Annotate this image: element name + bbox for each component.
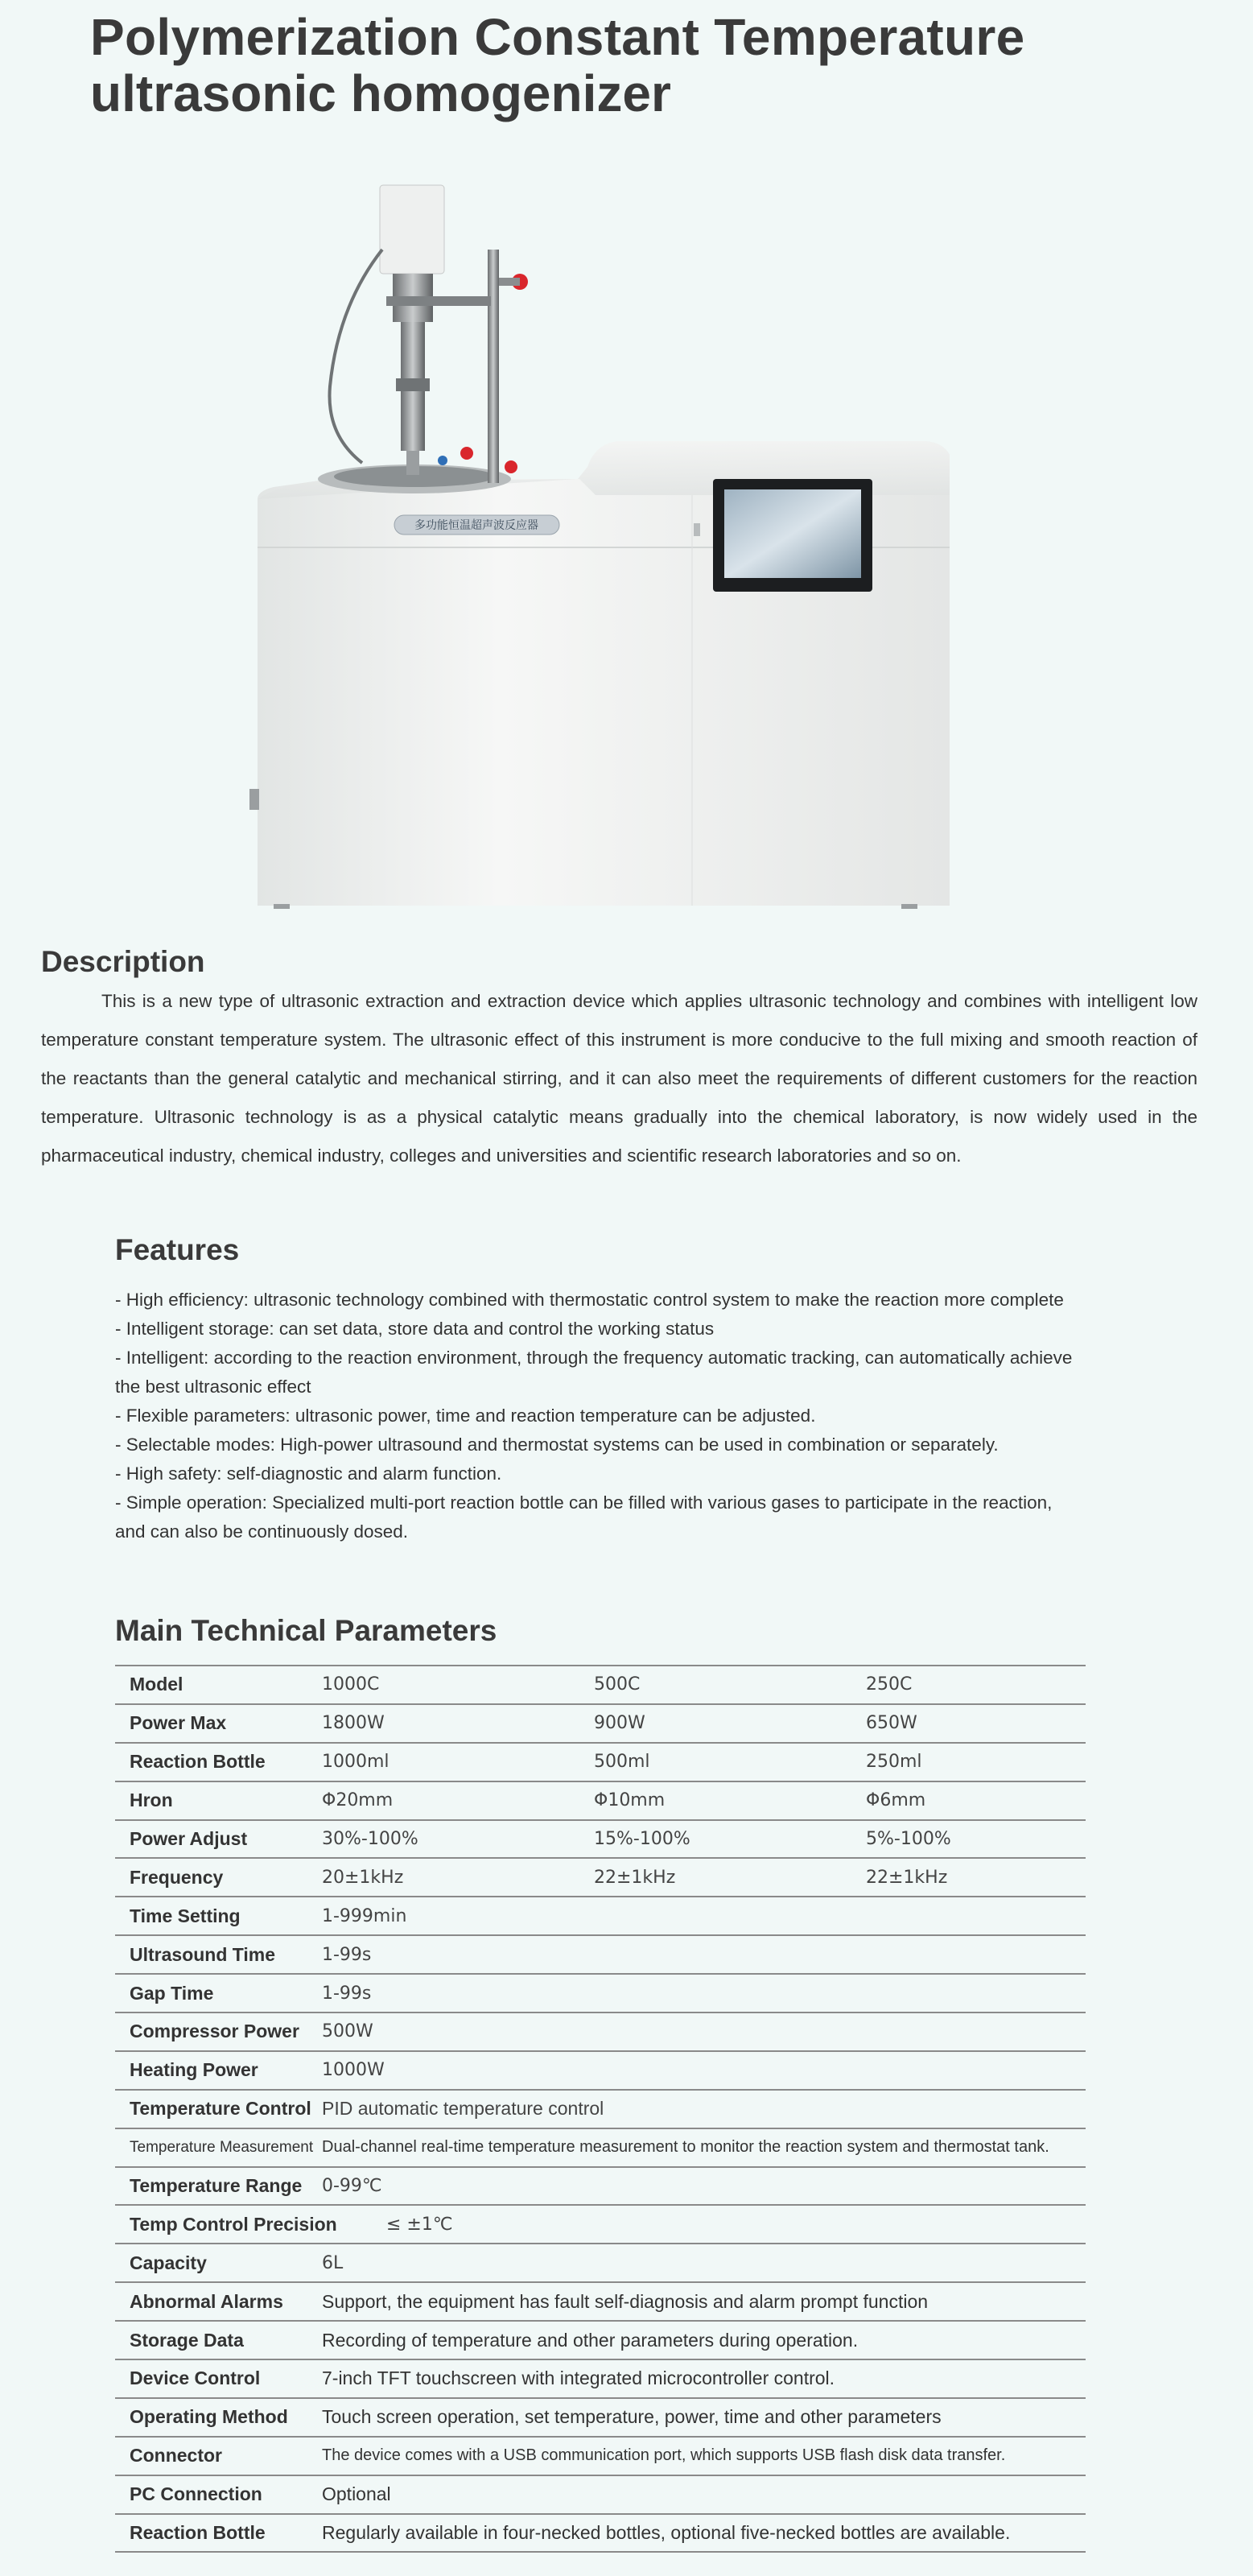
features-list xyxy=(115,1286,1081,1546)
param-value: Φ6mm xyxy=(866,1790,926,1811)
table-row xyxy=(115,2167,1086,2206)
param-value: 0-99℃ xyxy=(322,2176,382,2197)
param-value: 900W xyxy=(594,1713,645,1734)
table-row xyxy=(115,2013,1086,2051)
description-text: This is a new type of ultrasonic extraction and extraction device which applies ultrasonic technology and combines with intelligent low temperature constant temperature system. The ultrasonic effect of this instrument is more conducive to the full mixing and smooth reaction of the reactants than the general catalytic and mechanical stirring, and it can also meet the requirements of different customers for the reaction temperature. Ultrasonic technology is as a physical catalytic means gradually into the chemical laboratory, is now widely used in the pharmaceutical industry, chemical industry, colleges and universities and scientific research laboratories and so on. xyxy=(41,991,1197,1166)
param-value: 1800W xyxy=(322,1713,385,1734)
param-value: 500ml xyxy=(594,1752,650,1773)
panel-label: 多功能恒温超声波反应器 xyxy=(414,519,538,532)
page-subtitle: ultrasonic homogenizer xyxy=(90,64,671,122)
table-row xyxy=(115,2090,1086,2128)
param-label: Temperature Range xyxy=(130,2175,303,2197)
param-value: Dual-channel real-time temperature measurement to monitor the reaction system and thermostat tank. xyxy=(322,2138,1049,2157)
param-label: Temp Control Precision xyxy=(130,2213,337,2235)
table-row xyxy=(115,2205,1086,2244)
param-value: 1-99s xyxy=(322,1983,372,2004)
product-image xyxy=(241,177,982,918)
param-value: Touch screen operation, set temperature, power, time and other parameters xyxy=(322,2406,942,2428)
table-row xyxy=(115,2244,1086,2282)
param-value: 7-inch TFT touchscreen with integrated microcontroller control. xyxy=(322,2368,835,2389)
param-label: Model xyxy=(130,1674,183,1695)
param-label: Storage Data xyxy=(130,2329,244,2351)
param-value: ≤ ±1℃ xyxy=(386,2214,453,2235)
param-label: Power Max xyxy=(130,1712,227,1734)
param-label: Capacity xyxy=(130,2252,207,2273)
table-row xyxy=(115,2051,1086,2090)
feature-item: - High efficiency: ultrasonic technology combined with thermostatic control system to make the reaction more complete xyxy=(115,1290,1064,1310)
param-value: 650W xyxy=(866,1713,917,1734)
param-label: Operating Method xyxy=(130,2406,288,2428)
param-label: Power Adjust xyxy=(130,1828,248,1849)
param-value: Φ10mm xyxy=(594,1790,666,1811)
param-value: Regularly available in four-necked bottles, optional five-necked bottles are available. xyxy=(322,2522,1011,2544)
table-row xyxy=(115,1820,1086,1859)
table-row xyxy=(115,2437,1086,2475)
param-label: Frequency xyxy=(130,1866,224,1888)
feature-item: - Intelligent: according to the reaction environment, through the frequency automatic tracking, can automatically achieve the best ultrasonic effect xyxy=(115,1348,1073,1397)
param-value: Optional xyxy=(322,2483,391,2505)
table-row xyxy=(115,1666,1086,1704)
page-title: Polymerization Constant Temperature xyxy=(90,8,1025,66)
table-row xyxy=(115,2282,1086,2321)
param-label: Connector xyxy=(130,2445,222,2467)
param-label: Temperature Control xyxy=(130,2098,311,2120)
param-label: Reaction Bottle xyxy=(130,2522,266,2544)
param-value: 1000ml xyxy=(322,1752,390,1773)
param-value: 1000C xyxy=(322,1674,380,1695)
param-value: Φ20mm xyxy=(322,1790,394,1811)
param-value: 5%-100% xyxy=(866,1829,951,1849)
table-row xyxy=(115,2398,1086,2437)
param-value: 6L xyxy=(322,2252,344,2273)
param-value: 30%-100% xyxy=(322,1829,418,1849)
feature-item: - High safety: self-diagnostic and alarm function. xyxy=(115,1463,502,1484)
param-value: 1000W xyxy=(322,2060,385,2081)
param-label: Compressor Power xyxy=(130,2021,299,2042)
table-row xyxy=(115,1974,1086,2013)
feature-item: - Simple operation: Specialized multi-port reaction bottle can be filled with various gases to participate in the reaction, and can also be continuously dosed. xyxy=(115,1492,1053,1542)
param-value: 15%-100% xyxy=(594,1829,690,1849)
table-row xyxy=(115,2359,1086,2398)
param-value: 500W xyxy=(322,2021,373,2042)
parameters-table xyxy=(115,1665,1086,2553)
param-label: Heating Power xyxy=(130,2059,258,2081)
table-row xyxy=(115,1704,1086,1743)
table-row xyxy=(115,2321,1086,2359)
table-row xyxy=(115,1897,1086,1935)
feature-item: - Flexible parameters: ultrasonic power, time and reaction temperature can be adjusted. xyxy=(115,1406,816,1426)
param-value: 1-999min xyxy=(322,1905,407,1926)
feature-item: - Intelligent storage: can set data, store data and control the working status xyxy=(115,1319,715,1339)
param-value: 22±1kHz xyxy=(866,1867,948,1888)
parameters-heading: Main Technical Parameters xyxy=(115,1614,497,1647)
param-label: Device Control xyxy=(130,2368,261,2389)
param-value: The device comes with a USB communication port, which supports USB flash disk data transfer. xyxy=(322,2446,1006,2465)
table-row xyxy=(115,1858,1086,1897)
features-heading: Features xyxy=(115,1233,240,1266)
table-row xyxy=(115,1781,1086,1820)
param-value: 20±1kHz xyxy=(322,1867,404,1888)
param-label: Ultrasound Time xyxy=(130,1943,276,1965)
description-heading: Description xyxy=(41,945,205,978)
table-row xyxy=(115,1935,1086,1974)
param-label: PC Connection xyxy=(130,2483,262,2505)
param-label: Reaction Bottle xyxy=(130,1751,266,1773)
param-value: PID automatic temperature control xyxy=(322,2098,604,2120)
param-value: Recording of temperature and other parameters during operation. xyxy=(322,2329,859,2351)
param-value: Support, the equipment has fault self-diagnosis and alarm prompt function xyxy=(322,2290,929,2312)
param-value: 22±1kHz xyxy=(594,1867,676,1888)
param-label: Abnormal Alarms xyxy=(130,2290,283,2312)
param-label: Temperature Measurement xyxy=(130,2138,314,2156)
param-label: Time Setting xyxy=(130,1905,241,1926)
table-row xyxy=(115,1743,1086,1781)
param-label: Gap Time xyxy=(130,1982,214,2004)
feature-item: - Selectable modes: High-power ultrasound and thermostat systems can be used in combination or separately. xyxy=(115,1435,999,1455)
table-row xyxy=(115,2128,1086,2167)
param-label: Hron xyxy=(130,1790,173,1811)
table-row xyxy=(115,2514,1086,2553)
param-value: 1-99s xyxy=(322,1944,372,1965)
param-value: 250C xyxy=(866,1674,913,1695)
table-row xyxy=(115,2475,1086,2514)
param-value: 250ml xyxy=(866,1752,922,1773)
param-value: 500C xyxy=(594,1674,641,1695)
